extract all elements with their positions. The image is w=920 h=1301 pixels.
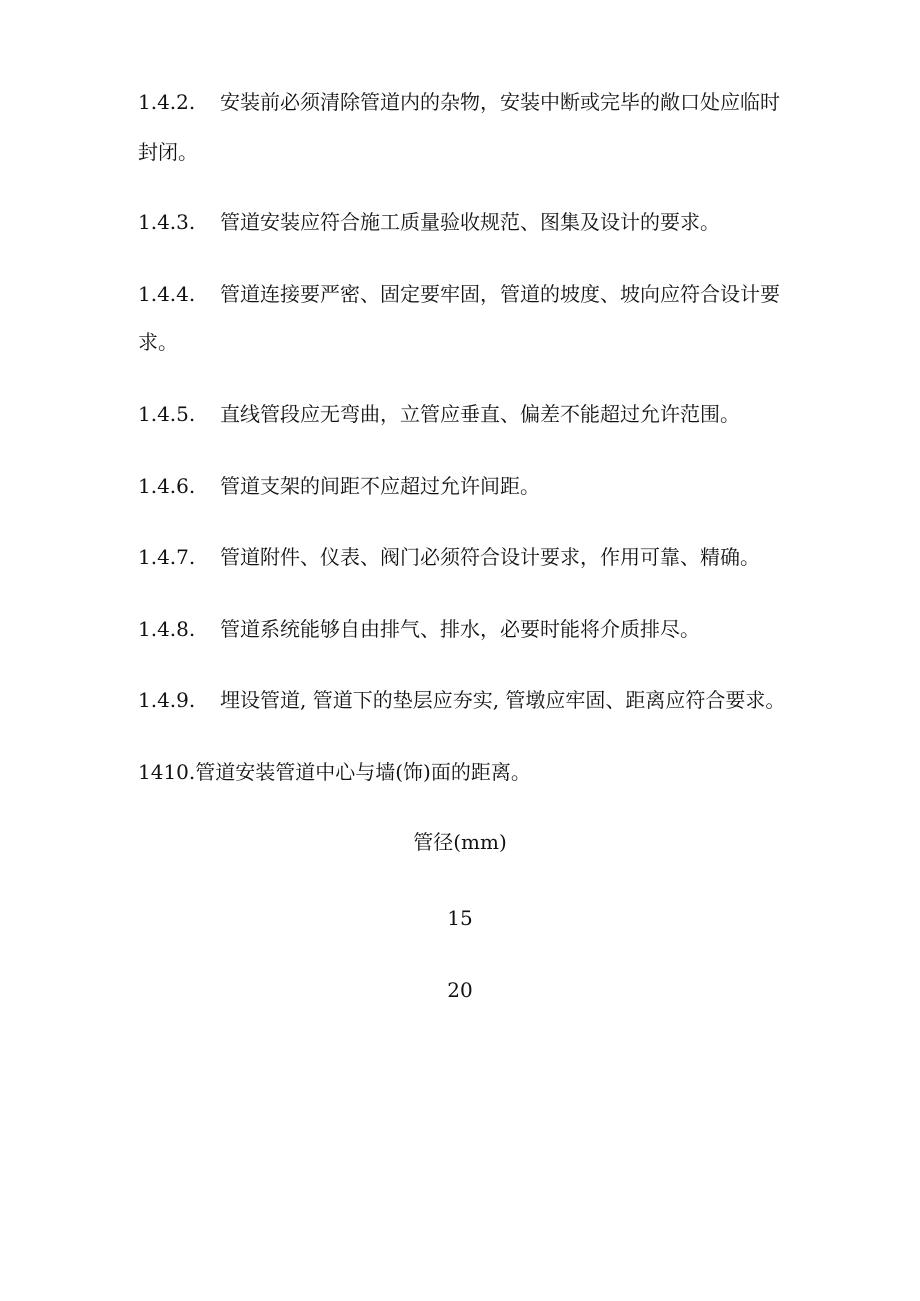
clause-text: 求。 bbox=[138, 330, 178, 354]
clause-text: 埋设管道, 管道下的垫层应夯实, 管墩应牢固、距离应符合要求。 bbox=[220, 688, 786, 712]
clause-text: 封闭。 bbox=[138, 140, 198, 164]
table-cell: 15 bbox=[447, 906, 473, 930]
clause-text: 安装前必须清除管道内的杂物，安装中断或完毕的敞口处应临时 bbox=[220, 90, 780, 114]
clause-1-4-7 bbox=[138, 545, 760, 569]
clause-number: 1.4.9. bbox=[138, 688, 196, 712]
clause-1-4-2-continuation bbox=[138, 140, 198, 164]
clause-1-4-9 bbox=[138, 688, 785, 712]
clause-number: 1.4.3. bbox=[138, 210, 196, 234]
clause-number: 1.4.5. bbox=[138, 402, 196, 426]
clause-number: 1.4.4. bbox=[138, 282, 196, 306]
clause-1-4-4 bbox=[138, 282, 780, 306]
clause-1-4-4-continuation bbox=[138, 330, 178, 354]
clause-text: 管道连接要严密、固定要牢固，管道的坡度、坡向应符合设计要 bbox=[220, 282, 780, 306]
clause-1-4-3 bbox=[138, 210, 720, 234]
table-cell: 20 bbox=[447, 978, 473, 1002]
clause-text: 1410.管道安装管道中心与墙(饰)面的距离。 bbox=[138, 760, 531, 784]
clause-1-4-8 bbox=[138, 617, 700, 641]
clause-text: 管道附件、仪表、阀门必须符合设计要求，作用可靠、精确。 bbox=[220, 545, 760, 569]
clause-1-4-6 bbox=[138, 474, 540, 498]
clause-text: 管道系统能够自由排气、排水，必要时能将介质排尽。 bbox=[220, 617, 700, 641]
clause-number: 1.4.7. bbox=[138, 545, 196, 569]
clause-number: 1.4.8. bbox=[138, 617, 196, 641]
clause-1-4-2 bbox=[138, 90, 780, 114]
clause-1410 bbox=[138, 760, 531, 784]
clause-text: 管道安装应符合施工质量验收规范、图集及设计的要求。 bbox=[220, 210, 720, 234]
clause-1-4-5 bbox=[138, 402, 740, 426]
table-header-pipe-diameter: 管径(mm) bbox=[413, 830, 507, 854]
clause-text: 管道支架的间距不应超过允许间距。 bbox=[220, 474, 540, 498]
clause-number: 1.4.2. bbox=[138, 90, 196, 114]
clause-text: 直线管段应无弯曲，立管应垂直、偏差不能超过允许范围。 bbox=[220, 402, 740, 426]
clause-number: 1.4.6. bbox=[138, 474, 196, 498]
